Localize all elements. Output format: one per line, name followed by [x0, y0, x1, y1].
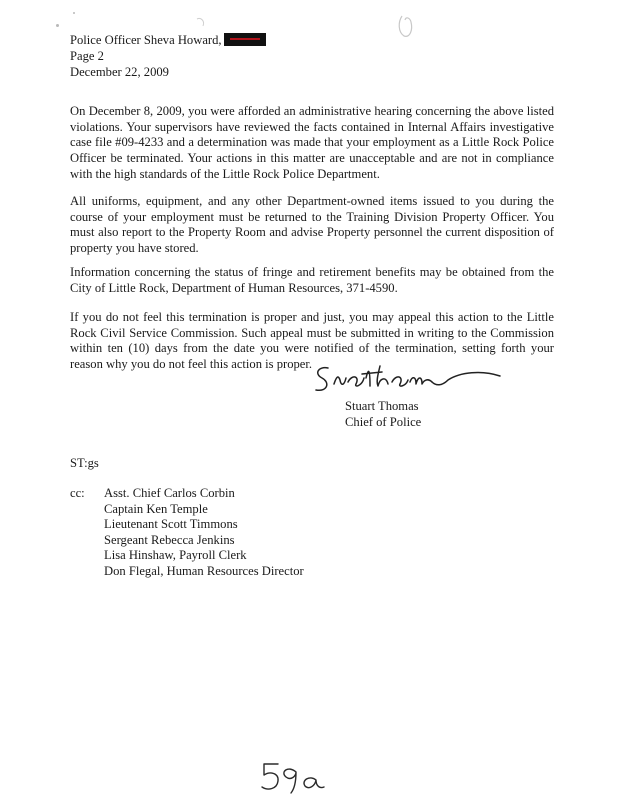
signer-name: Stuart Thomas [345, 399, 419, 413]
recipient-name: Police Officer Sheva Howard, [70, 33, 222, 47]
cc-label: cc: [70, 486, 85, 500]
body-paragraph: All uniforms, equipment, and any other Department-owned items issued to you during the course of your employment must be returned to the Training Division Property Officer. You must also report to the Property Room and advise Property personnel the current disposition of property you have stored. [70, 194, 554, 256]
cc-recipient: Sergeant Rebecca Jenkins [104, 532, 235, 547]
letter-date: December 22, 2009 [70, 65, 169, 79]
scan-speck [73, 12, 75, 14]
redaction-block [224, 33, 266, 46]
cc-recipient: Lieutenant Scott Timmons [104, 517, 238, 532]
signer-title: Chief of Police [345, 414, 422, 429]
cc-recipient: Lisa Hinshaw, Payroll Clerk [104, 548, 247, 563]
cc-recipient: Don Flegal, Human Resources Director [104, 563, 304, 578]
reference-initials: ST:gs [70, 456, 99, 470]
handwritten-page-mark [258, 760, 330, 794]
recipient-line [70, 32, 266, 48]
scan-speck [56, 24, 59, 27]
cc-list [104, 486, 304, 580]
cc-recipient: Captain Ken Temple [104, 501, 208, 516]
body-paragraph: On December 8, 2009, you were afforded an administrative hearing concerning the above listed violations. Your supervisors have reviewed the facts contained in Internal Affairs investigative case file #09-4233 and a determination was made that your employment as a Little Rock Police Officer be terminated. Your actions in this matter are unacceptable and are not in compliance with the high standards of the Little Rock Police Department. [70, 104, 554, 181]
page-number: Page 2 [70, 49, 104, 63]
cc-recipient: Asst. Chief Carlos Corbin [104, 486, 235, 500]
body-paragraph: If you do not feel this termination is proper and just, you may appeal this action to the Little Rock Civil Service Commission. Such appeal must be submitted in writing to the Commission within ten (10) days from the date you were notified of the termination, setting forth your reason why you do not feel this action is proper. [70, 310, 554, 372]
letter-header [70, 32, 266, 80]
signature-block [345, 399, 421, 430]
scan-smudge [194, 16, 208, 30]
scan-smudge [396, 12, 416, 40]
handwritten-signature [310, 360, 510, 396]
body-paragraph: Information concerning the status of fringe and retirement benefits may be obtained from the City of Little Rock, Department of Human Resources, 371-4590. [70, 265, 554, 295]
